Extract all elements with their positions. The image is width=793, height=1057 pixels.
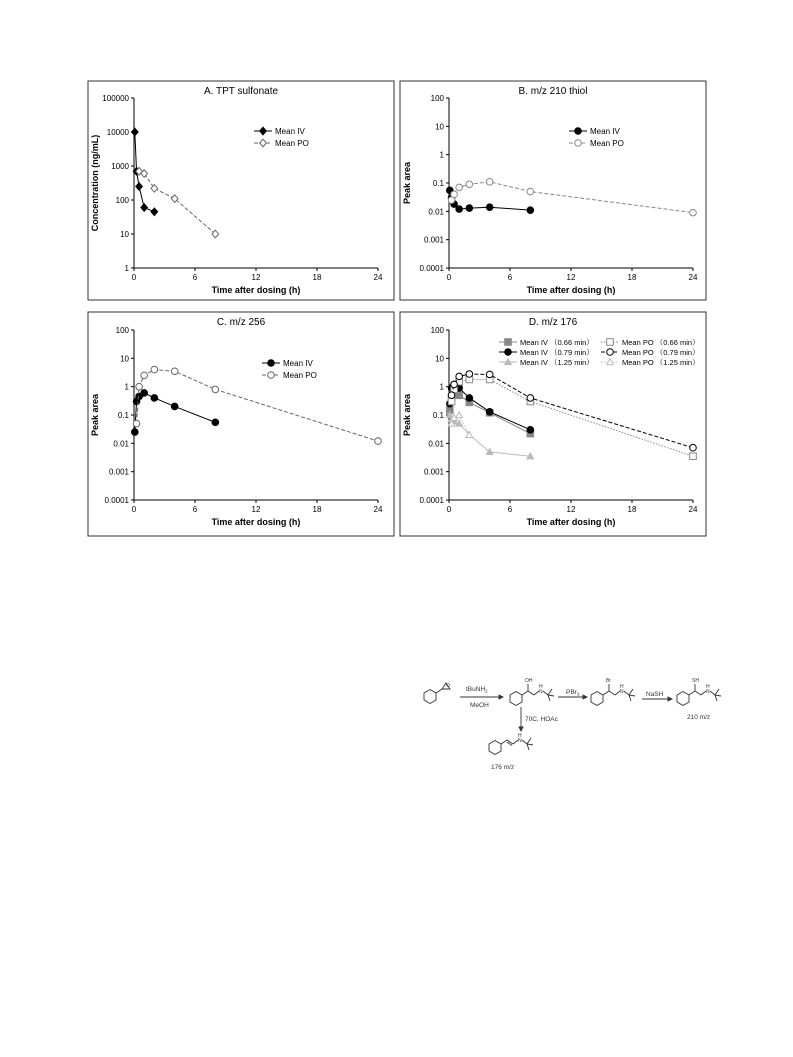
y-tick-label: 10 xyxy=(120,230,129,239)
legend-marker xyxy=(505,339,512,346)
benzene-ring-1 xyxy=(424,690,436,704)
data-point xyxy=(212,419,219,426)
label-nh-1: H xyxy=(539,684,543,690)
chart-title: B. m/z 210 thiol xyxy=(518,86,588,97)
x-tick-label: 24 xyxy=(373,505,383,514)
y-tick-label: 0.0001 xyxy=(419,264,444,273)
x-tick-label: 0 xyxy=(131,505,137,514)
x-tick-label: 24 xyxy=(688,505,698,514)
data-point xyxy=(466,371,473,378)
y-tick-label: 100000 xyxy=(102,94,129,103)
legend-marker xyxy=(575,140,582,147)
chart-panel-1 xyxy=(88,81,394,300)
data-point xyxy=(527,207,534,214)
data-point xyxy=(375,438,382,445)
label-nh-2: H xyxy=(620,684,624,690)
data-point xyxy=(527,188,534,195)
data-point xyxy=(136,383,143,390)
y-tick-label: 0.001 xyxy=(423,467,444,477)
y-tick-label: 1 xyxy=(439,150,444,160)
x-tick-label: 24 xyxy=(373,273,383,282)
legend-label: Mean IV xyxy=(283,359,313,368)
label-sh: SH xyxy=(692,678,699,684)
y-tick-label: 0.1 xyxy=(432,179,444,188)
data-point xyxy=(151,366,158,373)
data-point xyxy=(486,371,493,378)
data-point xyxy=(141,372,148,379)
benzene-ring-3 xyxy=(591,692,603,706)
data-point xyxy=(466,395,473,402)
legend-label: Mean IV xyxy=(275,127,305,136)
data-point xyxy=(456,206,463,213)
legend-label: Mean PO （0.79 min） xyxy=(622,348,700,357)
data-point xyxy=(451,381,458,388)
label-n-2: N xyxy=(620,689,624,695)
y-tick-label: 100 xyxy=(115,326,129,335)
product-210-label: 210 m/z xyxy=(687,714,711,721)
reagent-2-top: PBr$_3$ xyxy=(566,689,580,697)
y-axis-title: Concentration (ng/mL) xyxy=(90,134,100,232)
x-tick-label: 6 xyxy=(507,505,513,514)
legend-label: Mean IV xyxy=(590,127,620,136)
y-axis-title: Peak area xyxy=(402,161,412,205)
data-point xyxy=(690,453,697,460)
x-tick-label: 18 xyxy=(312,273,322,282)
legend-marker xyxy=(575,128,582,135)
legend-label: Mean PO （1.25 min） xyxy=(622,358,700,367)
data-point xyxy=(690,444,697,451)
data-point xyxy=(486,408,493,415)
data-point xyxy=(466,205,473,212)
y-tick-label: 0.0001 xyxy=(419,496,444,505)
data-point xyxy=(171,368,178,375)
data-point xyxy=(456,373,463,380)
x-axis-title: Time after dosing (h) xyxy=(526,285,616,295)
panel-frame xyxy=(400,81,706,300)
legend-marker xyxy=(268,360,275,367)
x-tick-label: 0 xyxy=(446,505,452,514)
data-point xyxy=(141,390,148,397)
legend-label: Mean PO xyxy=(275,139,309,148)
data-point xyxy=(451,191,458,198)
legend-label: Mean IV （1.25 min） xyxy=(520,358,594,367)
label-br: Br xyxy=(606,678,611,684)
label-n-1: N xyxy=(539,689,543,695)
x-tick-label: 6 xyxy=(192,505,198,514)
x-tick-label: 12 xyxy=(566,273,576,282)
label-oh: OH xyxy=(525,678,533,684)
chart-title: D. m/z 176 xyxy=(528,317,578,328)
x-tick-label: 0 xyxy=(131,273,137,282)
data-point xyxy=(132,429,139,436)
x-axis-title: Time after dosing (h) xyxy=(211,285,301,295)
x-tick-label: 0 xyxy=(446,273,452,282)
x-tick-label: 12 xyxy=(566,505,576,514)
benzene-ring-5 xyxy=(489,741,501,755)
data-point xyxy=(448,392,455,399)
y-tick-label: 0.01 xyxy=(113,439,129,449)
x-axis-title: Time after dosing (h) xyxy=(526,517,616,527)
reaction-scheme xyxy=(415,665,735,775)
svg-text:O: O xyxy=(446,683,450,689)
y-tick-label: 0.01 xyxy=(428,439,444,449)
data-point xyxy=(171,403,178,410)
chart-panel-4 xyxy=(400,312,706,536)
y-tick-label: 1000 xyxy=(111,162,129,171)
data-point xyxy=(151,395,158,402)
data-point xyxy=(466,181,473,188)
legend-label: Mean PO xyxy=(283,371,317,380)
data-point xyxy=(527,427,534,434)
y-tick-label: 1 xyxy=(124,264,129,273)
chart-title: C. m/z 256 xyxy=(216,317,266,328)
legend-marker xyxy=(607,349,614,356)
x-tick-label: 6 xyxy=(192,273,198,282)
y-tick-label: 1 xyxy=(124,382,129,392)
legend-label: Mean IV （0.79 min） xyxy=(520,348,594,357)
data-point xyxy=(486,179,493,186)
chart-panel-2 xyxy=(400,81,706,300)
legend-marker xyxy=(268,372,275,379)
y-tick-label: 100 xyxy=(430,94,444,103)
y-axis-title: Peak area xyxy=(90,393,100,437)
y-tick-label: 0.01 xyxy=(428,207,444,217)
y-tick-label: 0.0001 xyxy=(104,496,129,505)
y-tick-label: 10 xyxy=(435,354,444,364)
y-tick-label: 0.1 xyxy=(117,411,129,420)
legend-label: Mean IV （0.66 min） xyxy=(520,338,594,347)
reagent-down: 70C, HOAc xyxy=(525,716,558,723)
legend-label: Mean PO xyxy=(590,139,624,148)
benzene-ring-2 xyxy=(510,692,522,706)
label-n-4: N xyxy=(518,738,522,744)
reagent-3-top: NaSH xyxy=(646,691,664,698)
x-tick-label: 6 xyxy=(507,273,513,282)
data-point xyxy=(456,184,463,191)
label-nh-4: H xyxy=(518,733,522,739)
y-tick-label: 10000 xyxy=(106,128,129,137)
legend-label: Mean PO （0.66 min） xyxy=(622,338,700,347)
x-tick-label: 18 xyxy=(627,505,637,514)
data-point xyxy=(527,395,534,402)
x-tick-label: 12 xyxy=(251,273,261,282)
data-point xyxy=(486,204,493,211)
data-point xyxy=(212,386,219,393)
product-176-label: 176 m/z xyxy=(491,764,515,771)
y-tick-label: 0.1 xyxy=(432,411,444,420)
legend-marker xyxy=(607,339,614,346)
x-tick-label: 18 xyxy=(627,273,637,282)
reagent-1-bottom: MeOH xyxy=(470,702,489,709)
y-tick-label: 10 xyxy=(120,354,129,364)
benzene-ring-4 xyxy=(677,692,689,706)
x-tick-label: 24 xyxy=(688,273,698,282)
y-axis-title: Peak area xyxy=(402,393,412,437)
chart-title: A. TPT sulfonate xyxy=(203,86,279,97)
chart-panel-3 xyxy=(88,312,394,536)
y-tick-label: 100 xyxy=(430,326,444,335)
x-tick-label: 12 xyxy=(251,505,261,514)
data-point xyxy=(448,398,455,405)
y-tick-label: 0.001 xyxy=(108,467,129,477)
legend-marker xyxy=(505,349,512,356)
data-point xyxy=(133,420,140,427)
x-axis-title: Time after dosing (h) xyxy=(211,517,301,527)
y-tick-label: 0.001 xyxy=(423,235,444,245)
reagent-1-top: tBuNH$_2$ xyxy=(466,686,488,694)
y-tick-label: 1 xyxy=(439,382,444,392)
label-n-3: N xyxy=(706,689,710,695)
y-tick-label: 10 xyxy=(435,122,444,132)
y-tick-label: 100 xyxy=(115,196,129,205)
data-point xyxy=(690,209,697,216)
label-nh-3: H xyxy=(706,684,710,690)
x-tick-label: 18 xyxy=(312,505,322,514)
